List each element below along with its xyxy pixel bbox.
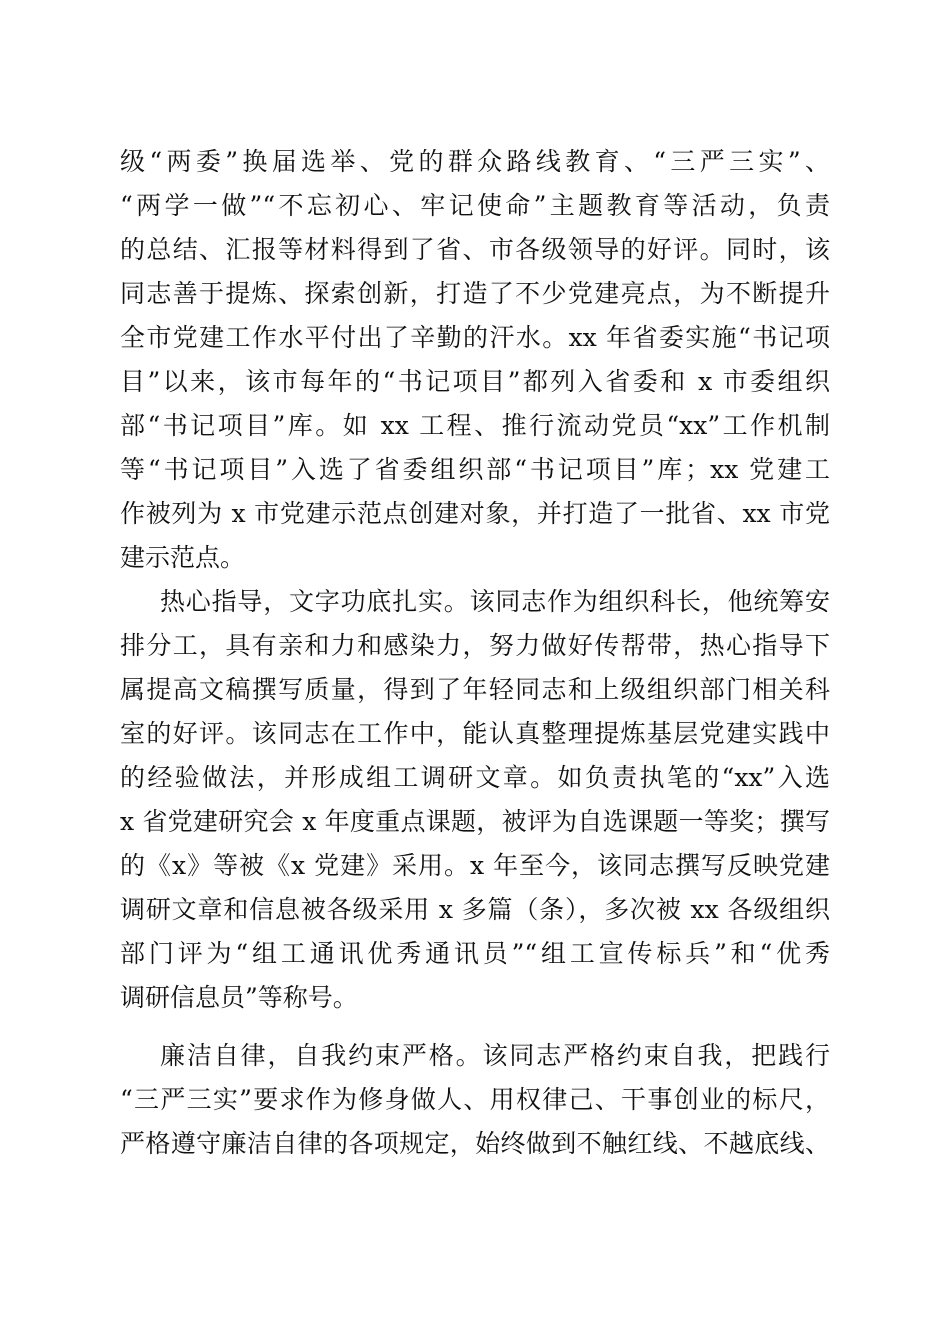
text-line-10: 建示范点。 [120, 543, 246, 572]
text-line-14: 室的好评。该同志在工作中，能认真整理提炼基层党建实践中 [120, 719, 830, 748]
text-line-18: 调研文章和信息被各级采用 x 多篇（条），多次被 xx 各级组织 [120, 895, 830, 924]
text-line-23: 严格遵守廉洁自律的各项规定，始终做到不触红线、不越底线、 [120, 1129, 830, 1158]
text-line-2: “两学一做”“不忘初心、牢记使命”主题教育等活动，负责 [120, 191, 830, 220]
text-line-13: 属提高文稿撰写质量，得到了年轻同志和上级组织部门相关科 [120, 675, 830, 704]
text-line-4: 同志善于提炼、探索创新，打造了不少党建亮点，为不断提升 [120, 279, 830, 308]
text-line-20: 调研信息员”等称号。 [120, 983, 358, 1012]
text-line-15: 的经验做法，并形成组工调研文章。如负责执笔的“xx”入选 [120, 763, 830, 792]
text-line-6: 目”以来，该市每年的“书记项目”都列入省委和 x 市委组织 [120, 367, 830, 396]
text-line-22: “三严三实”要求作为修身做人、用权律己、干事创业的标尺， [120, 1085, 830, 1114]
text-line-19: 部门评为“组工通讯优秀通讯员”“组工宣传标兵”和“优秀 [120, 939, 830, 968]
paragraph-3-first-line: 廉洁自律，自我约束严格。该同志严格约束自我，把践行 [160, 1041, 830, 1070]
text-line-1: 级“两委”换届选举、党的群众路线教育、“三严三实”、 [120, 147, 830, 176]
text-line-8: 等“书记项目”入选了省委组织部“书记项目”库；xx 党建工 [120, 455, 830, 484]
text-line-17: 的《x》等被《x 党建》采用。x 年至今，该同志撰写反映党建 [120, 851, 830, 880]
text-line-12: 排分工，具有亲和力和感染力，努力做好传帮带，热心指导下 [120, 631, 830, 660]
text-line-7: 部“书记项目”库。如 xx 工程、推行流动党员“xx”工作机制 [120, 411, 830, 440]
text-line-9: 作被列为 x 市党建示范点创建对象，并打造了一批省、xx 市党 [120, 499, 830, 528]
text-line-16: x 省党建研究会 x 年度重点课题，被评为自选课题一等奖；撰写 [120, 807, 830, 836]
paragraph-2-first-line: 热心指导，文字功底扎实。该同志作为组织科长，他统筹安 [160, 587, 830, 616]
text-line-3: 的总结、汇报等材料得到了省、市各级领导的好评。同时，该 [120, 235, 830, 264]
text-line-5: 全市党建工作水平付出了辛勤的汗水。xx 年省委实施“书记项 [120, 323, 830, 352]
